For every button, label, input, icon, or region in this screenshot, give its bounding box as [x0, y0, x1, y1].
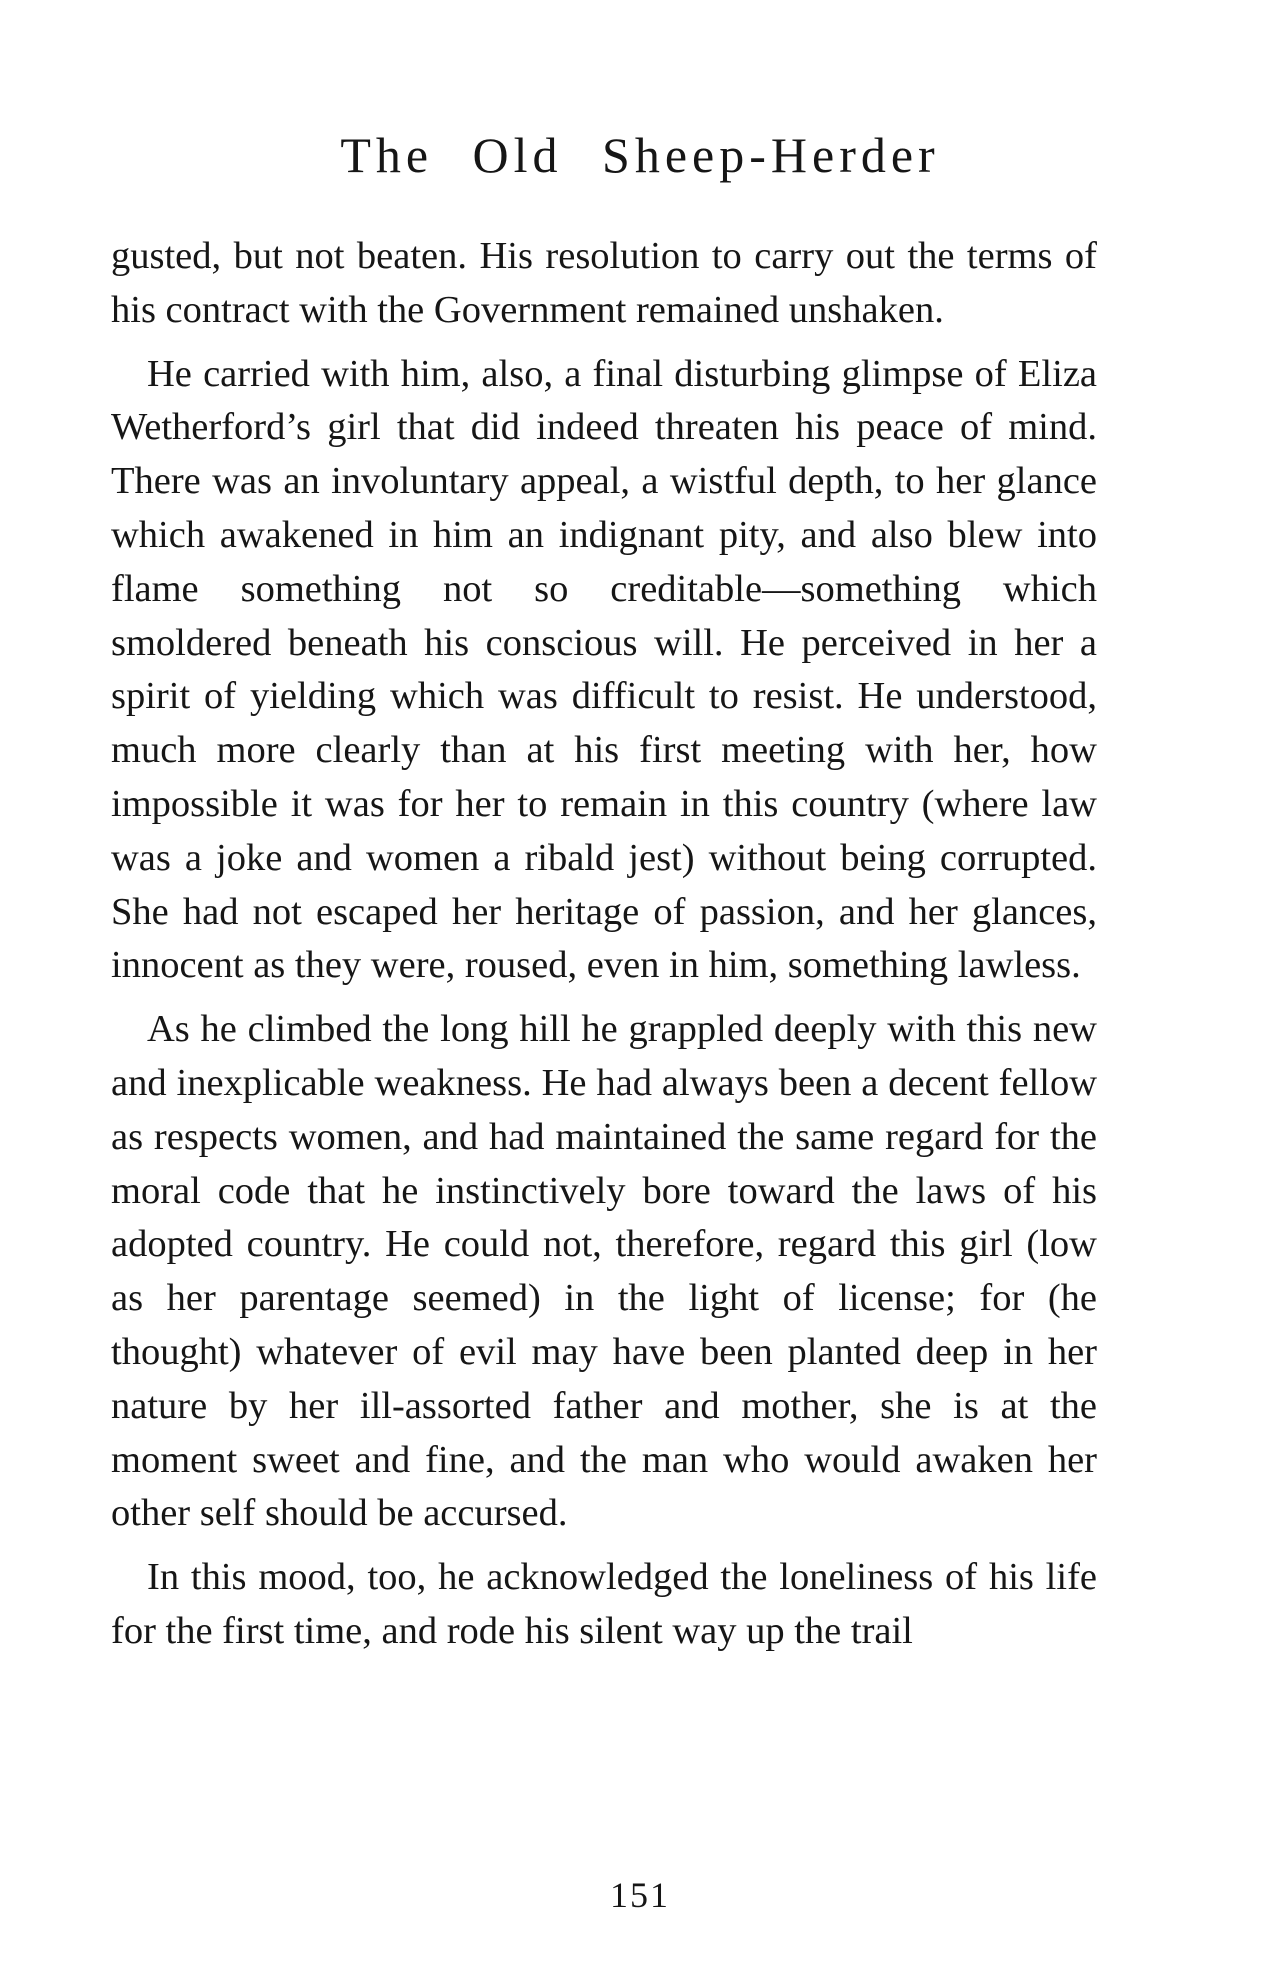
paragraph-1: gusted, but not beaten. His resolution to carry out the terms of his contract with the Government remained unshaken.: [111, 235, 1097, 331]
running-head: The Old Sheep-Herder: [340, 127, 940, 183]
page-number: 151: [610, 1875, 670, 1915]
paragraph-4: In this mood, too, he acknowledged the loneliness of his life for the first time, and rode his silent way up the trail: [111, 1556, 1097, 1652]
paragraph-3: As he climbed the long hill he grappled deeply with this new and inexplicable weakness. He had always been a decent fellow as respects women, and had maintained the same regard for the moral code that he instinctively bore toward the laws of his adopted country. He could not, therefore, regard this girl (low as her parentage seemed) in the light of license; for (he thought) whatever of evil may have been planted deep in her nature by her ill-assorted father and mother, she is at the moment sweet and fine, and the man who would awaken her other self should be accursed.: [111, 1008, 1097, 1535]
body-text: [111, 230, 1097, 1669]
paragraph-2: He carried with him, also, a final disturbing glimpse of Eliza Wetherford’s girl that did indeed threaten his peace of mind. There was an involuntary appeal, a wistful depth, to her glance which awakened in him an indignant pity, and also blew into flame something not so creditable—something which smoldered beneath his conscious will. He perceived in her a spirit of yielding which was difficult to resist. He understood, much more clearly than at his first meeting with her, how impossible it was for her to remain in this country (where law was a joke and women a ribald jest) without being corrupted. She had not escaped her heritage of passion, and her glances, innocent as they were, roused, even in him, something lawless.: [111, 352, 1097, 987]
